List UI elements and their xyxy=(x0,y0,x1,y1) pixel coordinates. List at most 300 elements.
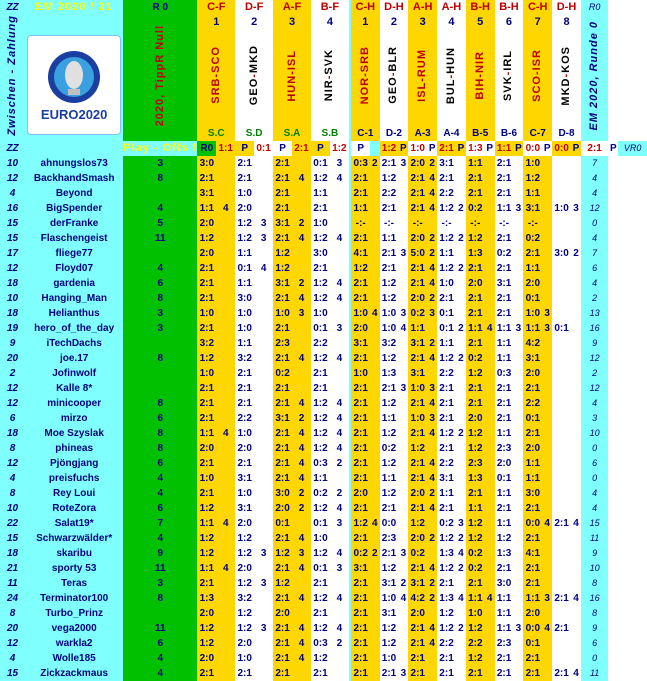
points-cell xyxy=(216,171,235,186)
tip-cell: 2:0 xyxy=(408,231,427,246)
tip-cell: 3:1 xyxy=(495,276,514,291)
player-name[interactable]: Turbo_Prinz xyxy=(25,606,123,621)
player-name[interactable]: Schwarzwälder* xyxy=(25,531,123,546)
tip-cell: 2:2 xyxy=(466,636,485,651)
tip-cell: 2:1 xyxy=(495,501,514,516)
tip-cell: 2:0 xyxy=(408,156,427,171)
table-row xyxy=(0,156,647,171)
tip-cell: 1:2 xyxy=(311,591,330,606)
game-short: S.A xyxy=(273,126,311,141)
table-row xyxy=(0,351,647,366)
points-cell xyxy=(330,336,349,351)
row-r0: 6 xyxy=(123,636,197,651)
player-name[interactable]: Kalle 8* xyxy=(25,381,123,396)
r0-label: R 0 xyxy=(123,0,197,15)
player-name[interactable]: warkla2 xyxy=(25,636,123,651)
tip-cell: 2:1 xyxy=(351,471,370,486)
tip-cell: 1:2 xyxy=(197,621,216,636)
player-name[interactable]: vega2000 xyxy=(25,621,123,636)
tip-cell: 2:2 xyxy=(437,456,456,471)
player-name[interactable]: Zickzackmaus xyxy=(25,666,123,681)
points-cell: 3 xyxy=(330,561,349,576)
player-name[interactable]: fliege77 xyxy=(25,246,123,261)
tip-cell xyxy=(552,216,571,231)
tip-cell xyxy=(552,396,571,411)
tip-cell: 2:1 xyxy=(380,501,399,516)
points-cell xyxy=(542,561,552,576)
tip-cell: 1:2 xyxy=(523,171,542,186)
tip-cell: -:- xyxy=(380,216,399,231)
tip-cell: 2:1 xyxy=(466,171,485,186)
tip-cell xyxy=(552,366,571,381)
row-r0: 4 xyxy=(123,201,197,216)
tip-cell: 1:0 xyxy=(380,306,399,321)
player-name[interactable]: Flaschengeist xyxy=(25,231,123,246)
points-cell xyxy=(514,156,524,171)
right-vertical: EM 2020, Runde 0 xyxy=(588,20,601,131)
tip-cell xyxy=(552,471,571,486)
player-name[interactable]: Moe Szyslak xyxy=(25,426,123,441)
player-name[interactable]: Terminator100 xyxy=(25,591,123,606)
tip-cell: 1:1 xyxy=(466,156,485,171)
player-name[interactable]: gardenia xyxy=(25,276,123,291)
tip-cell: 1:3 xyxy=(437,546,456,561)
points-cell xyxy=(216,231,235,246)
points-cell xyxy=(456,441,466,456)
tip-cell: 2:1 xyxy=(437,666,456,681)
tip-cell: 2:1 xyxy=(408,471,427,486)
player-name[interactable]: Beyond xyxy=(25,186,123,201)
tip-cell: 0:2 xyxy=(495,246,514,261)
row-r0: 3 xyxy=(123,576,197,591)
points-cell: 4 xyxy=(485,321,495,336)
points-cell xyxy=(216,651,235,666)
tip-cell: 2:1 xyxy=(408,276,427,291)
points-cell xyxy=(485,306,495,321)
points-cell: 4 xyxy=(216,516,235,531)
tip-cell: 1:2 xyxy=(437,351,456,366)
points-cell xyxy=(216,351,235,366)
points-cell: 4 xyxy=(330,276,349,291)
points-cell xyxy=(216,246,235,261)
tip-cell: 5:0 xyxy=(408,246,427,261)
tip-cell: 2:0 xyxy=(408,531,427,546)
tip-cell: 2:2 xyxy=(437,636,456,651)
player-name[interactable]: hero_of_the_day xyxy=(25,321,123,336)
points-cell xyxy=(514,576,524,591)
points-cell xyxy=(542,546,552,561)
player-name[interactable]: Floyd07 xyxy=(25,261,123,276)
tip-cell: 1:0 xyxy=(351,366,370,381)
tip-cell: 1:2 xyxy=(466,441,485,456)
tip-cell: 1:1 xyxy=(495,486,514,501)
points-cell: 4 xyxy=(427,186,437,201)
player-name[interactable]: RoteZora xyxy=(25,501,123,516)
tip-cell: 2:1 xyxy=(273,351,292,366)
tip-cell: 1:2 xyxy=(311,651,330,666)
game-short: D-2 xyxy=(380,126,409,141)
points-cell: 2 xyxy=(292,501,311,516)
tip-cell: 1:1 xyxy=(523,471,542,486)
game-short: D-8 xyxy=(552,126,581,141)
tip-cell: 2:1 xyxy=(495,411,514,426)
tip-cell: 2:1 xyxy=(523,501,542,516)
game-teams xyxy=(552,30,581,126)
tip-cell: 1:2 xyxy=(311,276,330,291)
player-name[interactable]: mirzo xyxy=(25,411,123,426)
points-cell xyxy=(542,246,552,261)
points-cell: 2 xyxy=(456,231,466,246)
points-cell: 4 xyxy=(571,666,581,681)
tip-cell: 0:2 xyxy=(408,546,427,561)
game-number: 2 xyxy=(380,15,409,30)
game-short: C-1 xyxy=(351,126,379,141)
tip-cell: 2:1 xyxy=(380,246,399,261)
points-cell xyxy=(514,186,524,201)
tip-cell: 2:1 xyxy=(408,621,427,636)
points-cell xyxy=(571,606,581,621)
result-score: 1:1 xyxy=(216,141,235,156)
points-cell xyxy=(427,216,437,231)
points-cell xyxy=(542,366,552,381)
game-code: C-H xyxy=(523,0,552,15)
points-cell xyxy=(370,486,379,501)
tip-cell: 2:1 xyxy=(408,201,427,216)
points-cell: 2 xyxy=(456,561,466,576)
tip-cell: 0:2 xyxy=(523,231,542,246)
tip-cell: 3:1 xyxy=(273,216,292,231)
points-cell xyxy=(571,546,581,561)
points-cell xyxy=(485,156,495,171)
points-cell xyxy=(542,651,552,666)
tip-cell: 1:0 xyxy=(311,531,330,546)
points-cell xyxy=(542,456,552,471)
points-cell xyxy=(254,561,273,576)
result-p: P xyxy=(273,141,292,156)
player-name[interactable]: ahnungslos73 xyxy=(25,156,123,171)
points-cell xyxy=(542,171,552,186)
player-name[interactable]: joe.17 xyxy=(25,351,123,366)
row-vr: 2 xyxy=(581,366,608,381)
row-zz: 2 xyxy=(0,366,25,381)
tip-cell: 2:0 xyxy=(235,201,254,216)
tip-cell: 2:3 xyxy=(466,456,485,471)
player-name[interactable]: Teras xyxy=(25,576,123,591)
tip-cell: 3:0 xyxy=(197,156,216,171)
points-cell: 2 xyxy=(427,156,437,171)
tip-cell: 2:1 xyxy=(495,171,514,186)
row-zz: 8 xyxy=(0,441,25,456)
points-cell xyxy=(456,576,466,591)
points-cell xyxy=(330,576,349,591)
tip-cell: 3:2 xyxy=(197,336,216,351)
row-vr: 10 xyxy=(581,561,608,576)
header-row-1 xyxy=(0,0,647,15)
tip-cell: 2:1 xyxy=(235,456,254,471)
points-cell: 4 xyxy=(427,261,437,276)
points-cell xyxy=(216,546,235,561)
table-row xyxy=(0,366,647,381)
tip-cell: 1:1 xyxy=(495,606,514,621)
tip-cell: 2:0 xyxy=(197,606,216,621)
tip-cell: 0:3 xyxy=(311,636,330,651)
tip-cell: 2:1 xyxy=(495,666,514,681)
points-cell xyxy=(542,531,552,546)
points-cell: 4 xyxy=(398,321,408,336)
points-cell: 3 xyxy=(427,381,437,396)
tip-cell: 1:0 xyxy=(437,276,456,291)
tip-cell: 3:0 xyxy=(311,246,330,261)
points-cell: 4 xyxy=(330,441,349,456)
game-teams xyxy=(235,30,273,126)
player-name[interactable]: preisfuchs xyxy=(25,471,123,486)
row-r0 xyxy=(123,381,197,396)
tip-cell: 2:0 xyxy=(523,276,542,291)
tip-cell: 1:1 xyxy=(408,321,427,336)
player-name[interactable]: Pjöngjang xyxy=(25,456,123,471)
tip-cell: 1:2 xyxy=(380,291,399,306)
title: EM 2020 / 21 xyxy=(25,0,123,15)
tip-cell xyxy=(552,231,571,246)
team-pair: NOR-SRB xyxy=(358,46,371,105)
tip-cell: 0:1 xyxy=(311,321,330,336)
points-cell: 4 xyxy=(427,276,437,291)
r0-cell: R0 xyxy=(197,141,216,156)
team-pair: HUN-ISL xyxy=(285,49,298,102)
tip-cell: 2:1 xyxy=(495,291,514,306)
points-cell xyxy=(254,336,273,351)
points-cell: 4 xyxy=(330,546,349,561)
tip-cell: 2:1 xyxy=(197,666,216,681)
points-cell: 4 xyxy=(292,351,311,366)
tip-cell: 1:1 xyxy=(495,201,514,216)
points-cell: 3 xyxy=(542,306,552,321)
row-vr: 15 xyxy=(581,516,608,531)
points-cell xyxy=(514,396,524,411)
points-cell xyxy=(254,591,273,606)
points-cell xyxy=(514,411,524,426)
tip-cell: 1:0 xyxy=(197,471,216,486)
points-cell: 4 xyxy=(216,561,235,576)
points-cell xyxy=(514,651,524,666)
tip-cell: 1:1 xyxy=(197,201,216,216)
points-cell: 4 xyxy=(571,516,581,531)
points-cell xyxy=(330,366,349,381)
tip-cell xyxy=(552,531,571,546)
points-cell xyxy=(571,396,581,411)
tip-cell: 0:2 xyxy=(351,546,370,561)
points-cell: 2 xyxy=(456,531,466,546)
tip-cell: 1:3 xyxy=(437,591,456,606)
points-cell xyxy=(571,261,581,276)
player-name[interactable]: skaribu xyxy=(25,546,123,561)
game-number: 7 xyxy=(523,15,552,30)
tip-cell: 1:3 xyxy=(495,546,514,561)
points-cell xyxy=(427,606,437,621)
points-cell xyxy=(370,441,379,456)
points-cell xyxy=(398,186,408,201)
points-cell xyxy=(370,246,379,261)
table-row xyxy=(0,306,647,321)
points-cell xyxy=(485,291,495,306)
row-r0: 11 xyxy=(123,231,197,246)
tip-cell: 2:1 xyxy=(351,621,370,636)
row-r0: 9 xyxy=(123,546,197,561)
player-name[interactable]: Jofinwolf xyxy=(25,366,123,381)
game-teams xyxy=(197,30,235,126)
points-cell: 3 xyxy=(571,201,581,216)
tip-cell: 2:1 xyxy=(351,531,370,546)
points-cell xyxy=(485,351,495,366)
player-name[interactable]: phineas xyxy=(25,441,123,456)
player-name[interactable]: Rey Loui xyxy=(25,486,123,501)
tip-cell: 1:2 xyxy=(311,501,330,516)
tip-cell: 1:1 xyxy=(235,276,254,291)
result-score: 2:1 xyxy=(581,141,608,156)
points-cell xyxy=(370,561,379,576)
points-cell xyxy=(456,291,466,306)
points-cell xyxy=(330,651,349,666)
points-cell xyxy=(456,216,466,231)
points-cell xyxy=(292,156,311,171)
row-zz: 16 xyxy=(0,201,25,216)
game-number: 3 xyxy=(273,15,311,30)
tip-cell: 2:2 xyxy=(235,411,254,426)
player-name[interactable]: sporty 53 xyxy=(25,561,123,576)
tip-cell: 2:1 xyxy=(466,186,485,201)
side-label: Zwischen - Zahlung xyxy=(6,15,19,136)
player-name[interactable]: minicooper xyxy=(25,396,123,411)
tip-cell: 2:1 xyxy=(408,186,427,201)
points-cell xyxy=(292,666,311,681)
points-cell xyxy=(514,471,524,486)
player-name[interactable]: iTechDachs xyxy=(25,336,123,351)
points-cell xyxy=(485,636,495,651)
row-vr: 6 xyxy=(581,456,608,471)
points-cell xyxy=(514,546,524,561)
tip-cell: 1:1 xyxy=(380,471,399,486)
points-cell xyxy=(370,276,379,291)
result-p: P xyxy=(428,142,436,154)
tip-cell: 3:1 xyxy=(523,351,542,366)
points-cell xyxy=(542,201,552,216)
player-name[interactable]: BigSpender xyxy=(25,201,123,216)
tip-cell: 2:1 xyxy=(495,381,514,396)
points-cell: 3 xyxy=(514,201,524,216)
game-short: S.B xyxy=(311,126,349,141)
points-cell: 4 xyxy=(427,501,437,516)
tip-cell: 2:1 xyxy=(466,291,485,306)
row-vr: 4 xyxy=(581,501,608,516)
tip-cell: 3:1 xyxy=(380,576,399,591)
tip-cell: 2:1 xyxy=(273,561,292,576)
tip-cell: 2:1 xyxy=(273,201,292,216)
player-name[interactable]: Wolle185 xyxy=(25,651,123,666)
tip-cell: 2:1 xyxy=(351,606,370,621)
points-cell: 2 xyxy=(427,486,437,501)
points-cell xyxy=(292,366,311,381)
tip-cell xyxy=(552,501,571,516)
table-row xyxy=(0,396,647,411)
points-cell xyxy=(571,336,581,351)
tip-cell: 1:2 xyxy=(437,231,456,246)
tip-cell: 2:1 xyxy=(495,156,514,171)
tip-cell xyxy=(552,606,571,621)
points-cell: 4 xyxy=(292,561,311,576)
row-zz: 12 xyxy=(0,171,25,186)
points-cell xyxy=(571,381,581,396)
points-cell xyxy=(514,231,524,246)
player-name[interactable]: Helianthus xyxy=(25,306,123,321)
points-cell xyxy=(571,306,581,321)
points-cell xyxy=(571,486,581,501)
tip-cell: 3:1 xyxy=(408,366,427,381)
row-r0: 8 xyxy=(123,291,197,306)
tip-cell: 2:1 xyxy=(351,276,370,291)
tip-cell: -:- xyxy=(466,216,485,231)
points-cell xyxy=(485,621,495,636)
row-r0 xyxy=(123,366,197,381)
tip-cell: 2:1 xyxy=(311,261,330,276)
player-name[interactable]: BackhandSmash xyxy=(25,171,123,186)
row-vr: 3 xyxy=(581,411,608,426)
table-row xyxy=(0,321,647,336)
points-cell xyxy=(571,441,581,456)
tip-cell: 1:2 xyxy=(235,621,254,636)
points-cell xyxy=(514,366,524,381)
points-cell xyxy=(398,561,408,576)
tip-cell xyxy=(552,426,571,441)
tip-cell: 1:2 xyxy=(466,231,485,246)
points-cell: 2 xyxy=(398,576,408,591)
row-vr: 11 xyxy=(581,531,608,546)
r0-right: R0 xyxy=(581,0,608,15)
points-cell xyxy=(456,186,466,201)
points-cell xyxy=(542,501,552,516)
row-r0: 7 xyxy=(123,516,197,531)
points-cell xyxy=(542,156,552,171)
points-cell xyxy=(216,471,235,486)
team-pair: NIR-SVK xyxy=(323,49,336,102)
points-cell xyxy=(398,171,408,186)
points-cell xyxy=(370,591,379,606)
tip-cell: 2:1 xyxy=(197,381,216,396)
tip-cell: 2:1 xyxy=(408,396,427,411)
points-cell: 4 xyxy=(427,396,437,411)
points-cell xyxy=(254,276,273,291)
points-cell xyxy=(254,156,273,171)
tip-cell: 2:1 xyxy=(523,651,542,666)
player-name[interactable]: Salat19* xyxy=(25,516,123,531)
tip-cell: 2:1 xyxy=(351,651,370,666)
points-cell xyxy=(456,396,466,411)
tip-cell: 0:0 xyxy=(523,516,542,531)
player-name[interactable]: Hanging_Man xyxy=(25,291,123,306)
tip-cell: 2:1 xyxy=(351,171,370,186)
tip-cell: 1:2 xyxy=(437,606,456,621)
table-row xyxy=(0,246,647,261)
game-teams xyxy=(437,30,466,126)
row-zz: 24 xyxy=(0,591,25,606)
tip-cell: 1:1 xyxy=(351,201,370,216)
player-name[interactable]: derFranke xyxy=(25,216,123,231)
points-cell: 3 xyxy=(398,666,408,681)
game-teams xyxy=(495,30,524,126)
points-cell xyxy=(571,231,581,246)
points-cell: 4 xyxy=(292,531,311,546)
tip-cell: 2:2 xyxy=(437,366,456,381)
separator xyxy=(370,141,379,156)
